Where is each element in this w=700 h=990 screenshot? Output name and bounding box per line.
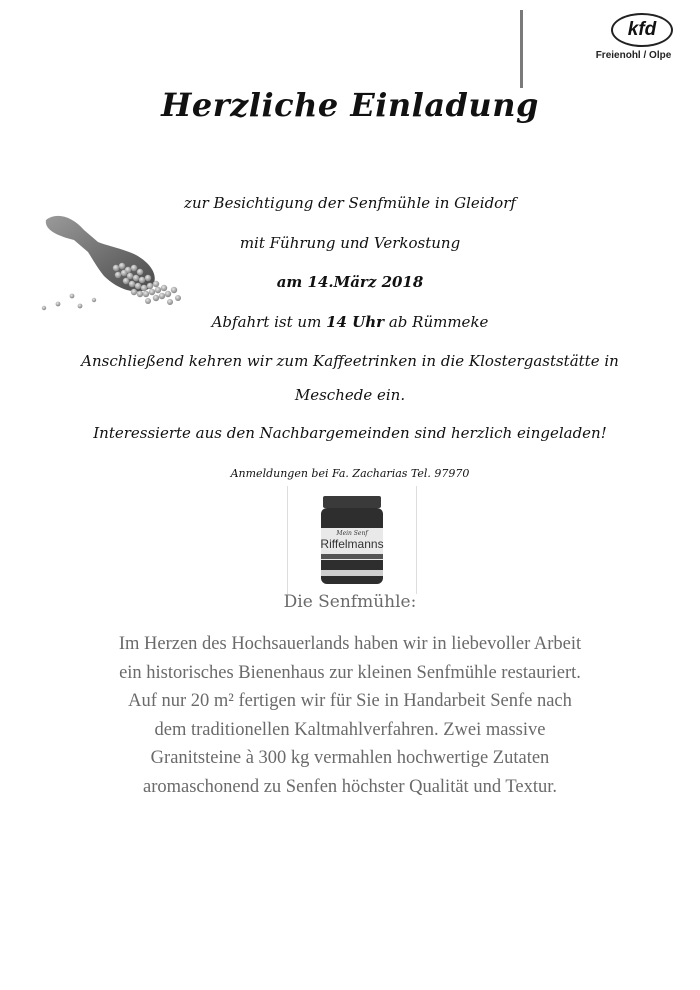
description-line: Im Herzen des Hochsauerlands haben wir in liebevoller Arbeit [118, 634, 582, 654]
tour-line: zur Besichtigung der Senfmühle in Gleidorf [184, 194, 516, 212]
description-line: dem traditionellen Kaltmahlverfahren. Zwei massive [154, 719, 546, 740]
registration-line: Anmeldungen bei Fa. Zacharias Tel. 97970 [230, 467, 470, 480]
kfd-logo-subtitle: Freienohl / Olpe [595, 50, 672, 61]
jar-small-label: Mein Senf [336, 530, 368, 537]
departure-line [0, 313, 700, 331]
departure-prefix: Abfahrt ist um [211, 313, 327, 331]
neighbors-invited-line: Interessierte aus den Nachbargemeinden sind herzlich eingeladen! [93, 424, 607, 442]
departure-time: 14 Uhr [326, 313, 385, 331]
logo-divider [520, 10, 523, 88]
kfd-logo-mark: kfd [611, 13, 673, 47]
jar-brand-label: Riffelmanns [320, 537, 384, 551]
mustard-seed-spoon-image [38, 208, 188, 312]
mustard-jar-image [287, 486, 417, 596]
event-date: am 14.März 2018 [276, 273, 424, 291]
coffee-line-1: Anschließend kehren wir zum Kaffeetrinken in die Klostergaststätte in [81, 352, 619, 370]
departure-suffix: ab Rümmeke [384, 313, 489, 331]
page-title: Herzliche Einladung [161, 86, 539, 124]
senfmuehle-heading: Die Senfmühle: [283, 592, 417, 612]
description-line: aromaschonend zu Senfen höchster Qualität und Textur. [143, 776, 557, 797]
senfmuehle-description [70, 630, 630, 801]
coffee-line-2: Meschede ein. [294, 386, 406, 404]
description-line: ein historisches Bienenhaus zur kleinen Senfmühle restauriert. [119, 662, 581, 683]
tasting-line: mit Führung und Verkostung [239, 234, 461, 252]
description-line: Granitsteine à 300 kg vermahlen hochwertige Zutaten [150, 748, 550, 768]
description-line: Auf nur 20 m² fertigen wir für Sie in Handarbeit Senfe nach [128, 691, 572, 711]
